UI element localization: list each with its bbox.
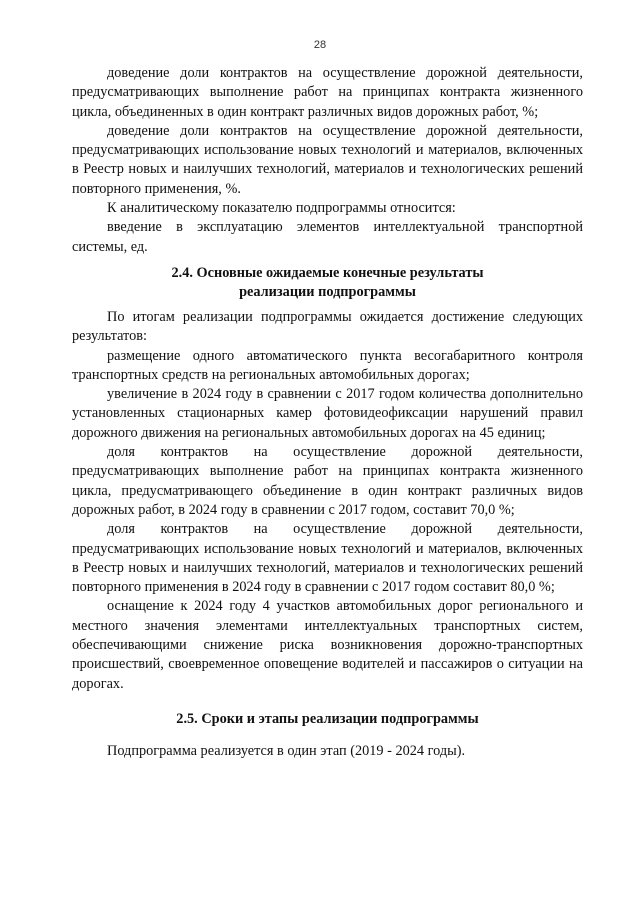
paragraph: доля контрактов на осуществление дорожной деятельности, предусматривающих использование новых технологий и материалов, включенных в Реестр новых и наилучших технологий, материалов и технологических решений повторного применения в 2024 году в сравнении с 2017 годом составит 80,0 %; <box>72 521 583 596</box>
paragraph: оснащение к 2024 году 4 участков автомобильных дорог регионального и местного значения элементами интеллектуальных транспортных систем, обеспечивающими снижение риска возникновения дорожно-транспортных происшествий, своевременное оповещение водителей и пассажиров о ситуации на дорогах. <box>72 598 583 692</box>
heading-line-2: реализации подпрограммы <box>239 284 416 301</box>
section-heading-2-4 <box>72 264 583 303</box>
results-paragraphs <box>72 308 583 694</box>
paragraph: доля контрактов на осуществление дорожной деятельности, предусматривающих выполнение работ на принципах контракта жизненного цикла, предусматривающего объединение в один контракт различных видов дорожных работ, в 2024 году в сравнении с 2017 годом, составит 70,0 %; <box>72 444 583 518</box>
paragraph: увеличение в 2024 году в сравнении с 2017 годом количества дополнительно установленных стационарных камер фотовидеофиксации нарушений правил дорожного движения на региональных автомобильных дорогах на 45 единиц; <box>72 386 583 441</box>
heading-line-1: 2.4. Основные ожидаемые конечные результаты <box>171 265 484 281</box>
intro-paragraphs <box>72 64 583 257</box>
section-heading-2-5: 2.5. Сроки и этапы реализации подпрограммы <box>176 711 479 727</box>
paragraph: Подпрограмма реализуется в один этап (2019 - 2024 годы). <box>107 743 466 759</box>
paragraph: доведение доли контрактов на осуществление дорожной деятельности, предусматривающих выполнение работ на принципах контракта жизненного цикла, объединенных в один контракт различных видов дорожных работ, %; <box>72 65 583 120</box>
paragraph: По итогам реализации подпрограммы ожидается достижение следующих результатов: <box>72 309 583 345</box>
paragraph: размещение одного автоматического пункта весогабаритного контроля транспортных средств на региональных автомобильных дорогах; <box>72 347 583 383</box>
paragraph: введение в эксплуатацию элементов интеллектуальной транспортной системы, ед. <box>72 219 583 255</box>
page-number: 28 <box>313 39 327 51</box>
paragraph: К аналитическому показателю подпрограммы относится: <box>107 200 456 217</box>
timeline-paragraph <box>72 742 583 761</box>
paragraph: доведение доли контрактов на осуществление дорожной деятельности, предусматривающих использование новых технологий и материалов, включенных в Реестр новых и наилучших технологий, материалов и технологических решений повторного применения, %. <box>72 122 583 197</box>
